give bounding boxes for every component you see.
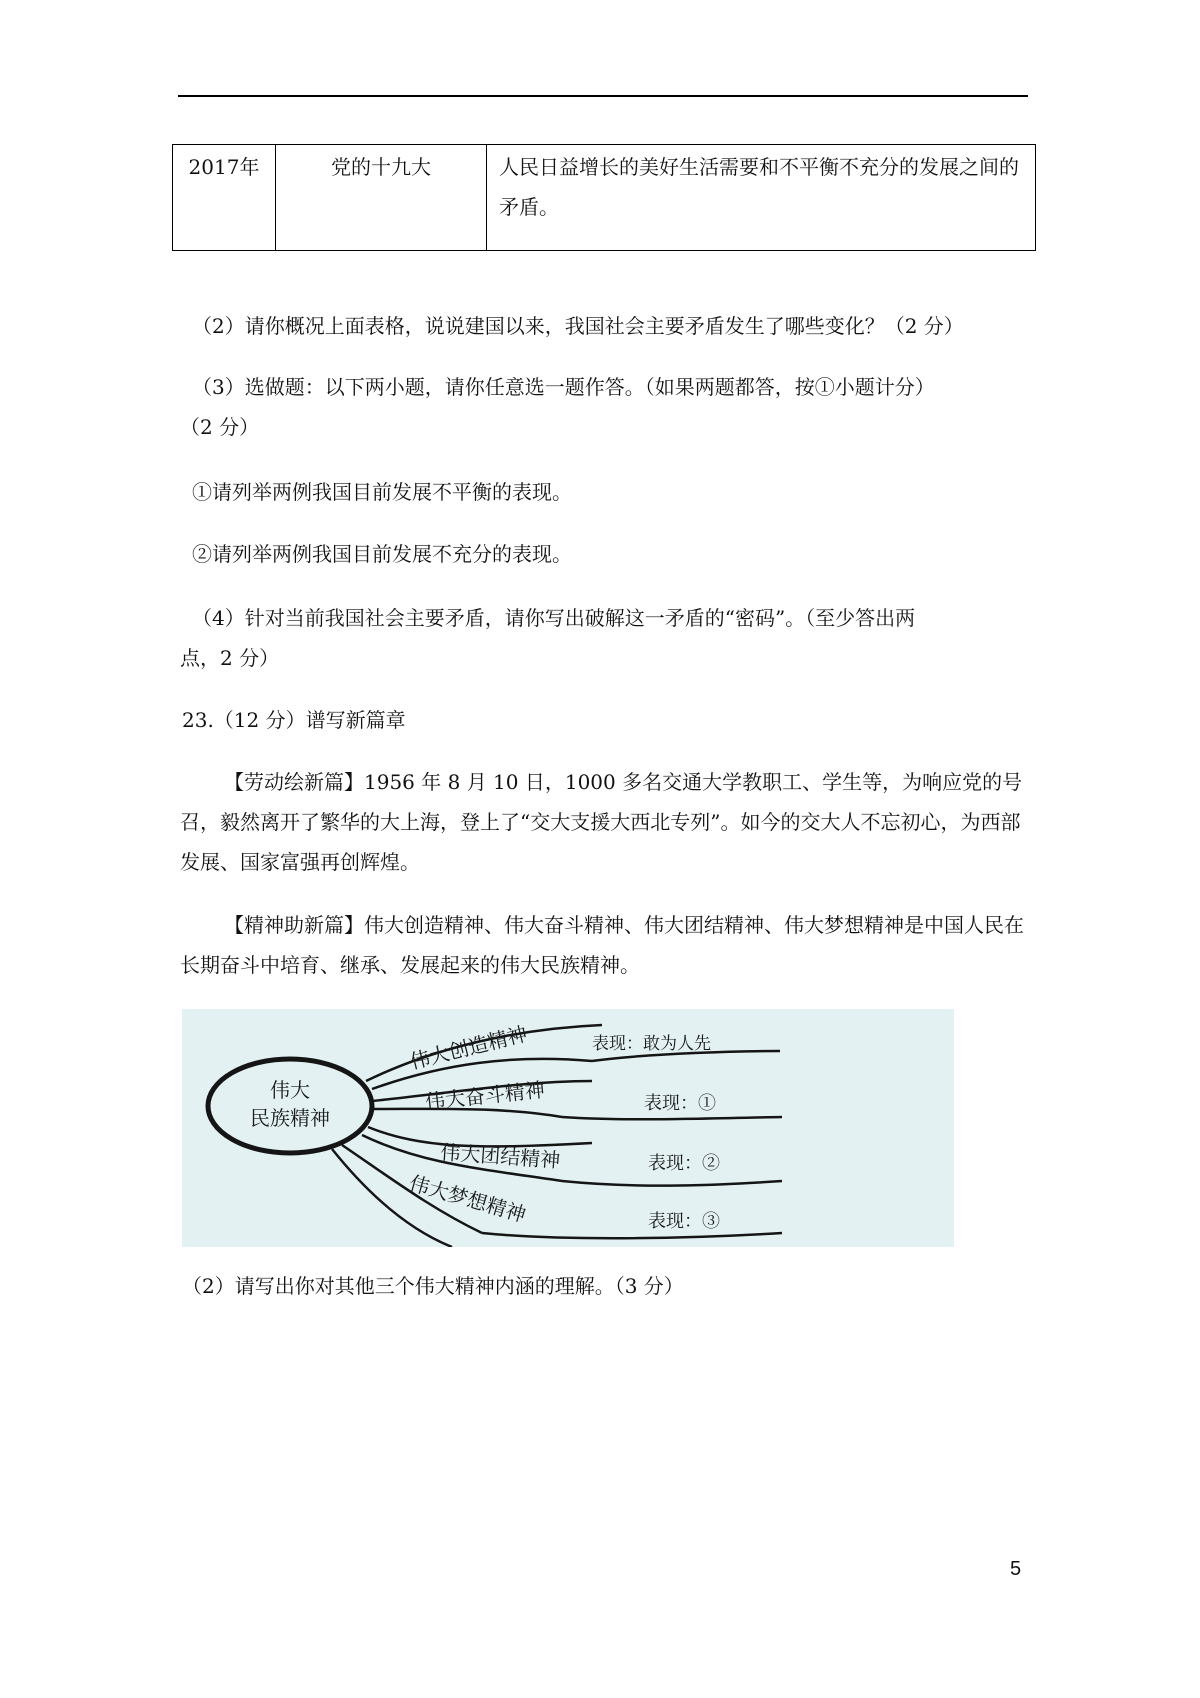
mind-map-svg (182, 1009, 954, 1247)
branch-label-creation: 伟大创造精神 (407, 1021, 530, 1074)
branch-line-3c (562, 1181, 782, 1186)
expression-label-unity: 表现：② (648, 1153, 720, 1174)
branch-line-2b (374, 1109, 562, 1117)
branch-line-4c (482, 1233, 782, 1238)
branch-line-2c (562, 1117, 782, 1119)
question-4-line-2: 点，2 分） (180, 646, 280, 670)
question-4-line-1: （4）针对当前我国社会主要矛盾，请你写出破解这一矛盾的“密码”。（至少答出两 (192, 606, 916, 630)
branch-label-struggle: 伟大奋斗精神 (424, 1077, 546, 1114)
expression-label-creation: 表现：敢为人先 (592, 1034, 711, 1054)
labor-paragraph: 【劳动绘新篇】1956 年 8 月 10 日，1000 多名交通大学教职工、学生等，为响应党的号召，毅然离开了繁华的大上海，登上了“交大支援大西北专列”。如今的交大人不忘初心，为西部发展、国家富强再创辉煌。 (180, 770, 1023, 874)
table-cell-event: 党的十九大 (276, 145, 487, 251)
page-number: 5 (1010, 1558, 1022, 1580)
spirit-paragraph: 【精神助新篇】伟大创造精神、伟大奋斗精神、伟大团结精神、伟大梦想精神是中国人民在长期奋斗中培育、继承、发展起来的伟大民族精神。 (180, 913, 1024, 977)
question-3-option-1: ①请列举两例我国目前发展不平衡的表现。 (192, 480, 572, 504)
question-3-line-1: （3）选做题：以下两小题，请你任意选一题作答。（如果两题都答，按①小题计分） (192, 375, 935, 399)
expression-label-struggle: 表现：① (644, 1093, 716, 1114)
question-3-option-2: ②请列举两例我国目前发展不充分的表现。 (192, 542, 572, 566)
section-23-question-2: （2）请写出你对其他三个伟大精神内涵的理解。（3 分） (182, 1274, 684, 1298)
mind-map-center-line-1: 伟大 (270, 1078, 310, 1102)
branch-label-unity: 伟大团结精神 (439, 1140, 562, 1173)
table-cell-year: 2017年 (173, 145, 276, 251)
table-row (173, 145, 1036, 251)
section-23-title: 23.（12 分）谱写新篇章 (182, 708, 406, 732)
contradiction-table (172, 144, 1036, 251)
mind-map-center-line-2: 民族精神 (250, 1106, 330, 1130)
expression-label-dream: 表现：③ (648, 1211, 720, 1232)
header-rule (178, 95, 1028, 97)
question-2: （2）请你概况上面表格，说说建国以来，我国社会主要矛盾发生了哪些变化？（2 分） (192, 314, 964, 338)
table-cell-contradiction: 人民日益增长的美好生活需要和不平衡不充分的发展之间的矛盾。 (487, 145, 1036, 251)
question-3-line-2: （2 分） (180, 415, 260, 439)
mind-map-image (182, 1009, 954, 1247)
branch-label-dream: 伟大梦想精神 (406, 1170, 529, 1227)
